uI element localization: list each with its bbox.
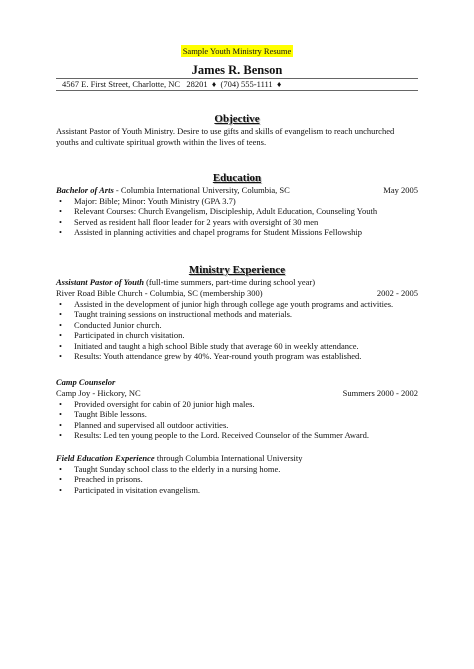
list-item: • Relevant Courses: Church Evangelism, Discipleship, Adult Education, Counseling Youth xyxy=(56,206,418,216)
list-item: • Taught Bible lessons. xyxy=(56,409,418,419)
job-title-note: through Columbia International University xyxy=(154,453,303,463)
job-dates: Summers 2000 - 2002 xyxy=(342,388,418,398)
objective-heading: Objective xyxy=(214,113,260,125)
job-title-line xyxy=(56,277,418,288)
list-item: • Provided oversight for cabin of 20 junior high males. xyxy=(56,399,418,409)
job-org: Camp Joy - Hickory, NC xyxy=(56,388,141,398)
education-bullets xyxy=(56,196,418,238)
diamond-icon: ♦ xyxy=(276,79,282,89)
list-item: • Participated in church visitation. xyxy=(56,330,418,340)
job-title: Camp Counselor xyxy=(56,377,116,387)
experience-heading: Ministry Experience xyxy=(188,264,286,276)
contact-phone: (704) 555-1111 xyxy=(220,79,273,89)
list-item: • Assisted in planning activities and chapel programs for Student Missions Fellowship xyxy=(56,227,418,237)
diamond-icon: ♦ xyxy=(211,79,217,89)
banner-text: Sample Youth Ministry Resume xyxy=(182,46,292,56)
banner xyxy=(0,41,474,59)
job-title-line xyxy=(56,453,418,464)
contact-line xyxy=(62,79,281,89)
job-title: Assistant Pastor of Youth xyxy=(56,277,144,287)
job-title-note: (full-time summers, part-time during school year) xyxy=(143,277,316,287)
list-item: • Participated in visitation evangelism. xyxy=(56,485,418,495)
list-item: • Major: Bible; Minor: Youth Ministry (GPA 3.7) xyxy=(56,196,418,206)
job-org-line xyxy=(56,388,418,399)
list-item: • Results: Youth attendance grew by 40%. Year-round youth program was established. xyxy=(56,351,418,361)
list-item: • Served as resident hall floor leader for 2 years with oversight of 30 men xyxy=(56,217,418,227)
job-bullets xyxy=(56,464,418,495)
list-item: • Preached in prisons. xyxy=(56,474,418,484)
degree-title: Bachelor of Arts xyxy=(56,185,114,195)
objective-text: Assistant Pastor of Youth Ministry. Desire to use gifts and skills of evangelism to reach unchurched youths and cultivate spiritual growth within the lives of teens. xyxy=(56,126,395,147)
list-item: • Taught Sunday school class to the elderly in a nursing home. xyxy=(56,464,418,474)
job-title-line xyxy=(56,377,418,388)
list-item: • Taught training sessions on instructional methods and materials. xyxy=(56,309,418,319)
education-heading: Education xyxy=(212,172,262,184)
job-org-line xyxy=(56,288,418,299)
applicant-name: James R. Benson xyxy=(191,63,283,77)
contact-address: 4567 E. First Street, Charlotte, NC 28201 xyxy=(62,79,208,89)
job-org: River Road Bible Church - Columbia, SC (membership 300) xyxy=(56,288,263,298)
job-dates: 2002 - 2005 xyxy=(376,288,418,298)
list-item: • Planned and supervised all outdoor activities. xyxy=(56,420,418,430)
job-bullets xyxy=(56,399,418,441)
list-item: • Assisted in the development of junior high through college age youth programs and activities. xyxy=(56,299,418,309)
header-rule-bottom xyxy=(56,90,418,91)
list-item: • Conducted Junior church. xyxy=(56,320,418,330)
job-title: Field Education Experience xyxy=(56,453,155,463)
list-item: • Initiated and taught a high school Bible study that average 60 in weekly attendance. xyxy=(56,341,418,351)
degree-school: - Columbia International University, Columbia, SC xyxy=(113,185,290,195)
degree-date: May 2005 xyxy=(383,185,418,195)
job-bullets xyxy=(56,299,418,361)
list-item: • Results: Led ten young people to the Lord. Received Counselor of the Summer Award. xyxy=(56,430,418,440)
education-degree-line xyxy=(56,185,418,196)
